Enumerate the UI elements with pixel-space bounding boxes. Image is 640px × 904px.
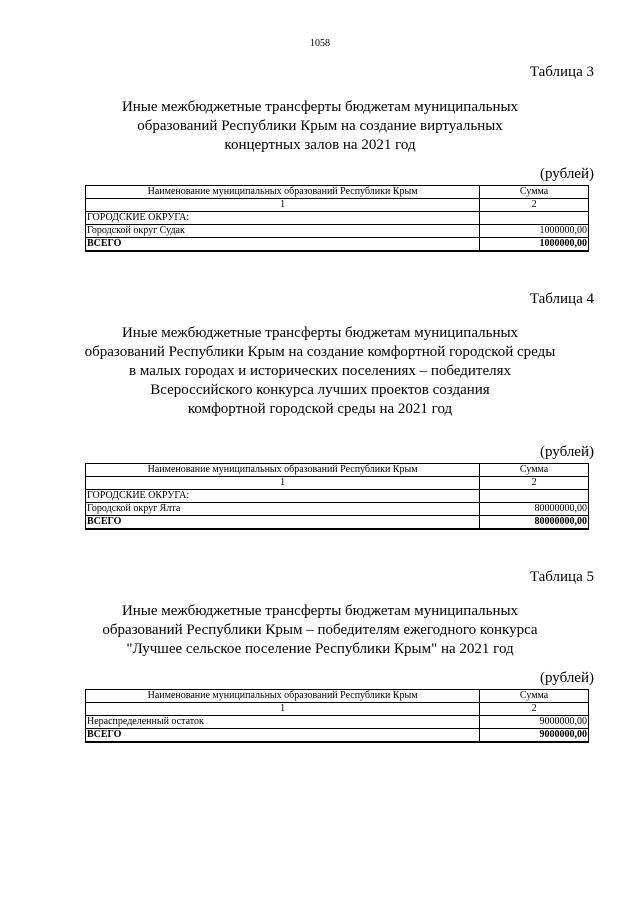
table-header-row bbox=[86, 464, 589, 477]
total-row bbox=[86, 238, 589, 252]
row-sum bbox=[480, 490, 589, 503]
title-line: "Лучшее сельское поселение Республики Крым" на 2021 год bbox=[126, 641, 514, 657]
page-number: 1058 bbox=[310, 38, 330, 49]
total-sum: 80000000,00 bbox=[480, 516, 589, 530]
title-line: в малых городах и исторических поселениях – победителях bbox=[128, 363, 512, 379]
table-3-label: Таблица 3 bbox=[529, 64, 594, 80]
header-sum: Сумма bbox=[480, 186, 589, 199]
table-row bbox=[86, 225, 589, 238]
row-name: Городской округ Ялта bbox=[86, 503, 480, 516]
row-sum: 9000000,00 bbox=[480, 716, 589, 729]
table-row bbox=[86, 212, 589, 225]
table-row bbox=[86, 503, 589, 516]
row-name: Городской округ Судак bbox=[86, 225, 480, 238]
title-line: Всероссийского конкурса лучших проектов создания bbox=[150, 382, 490, 398]
table-row bbox=[86, 490, 589, 503]
table-header-row bbox=[86, 186, 589, 199]
column-number: 2 bbox=[480, 199, 589, 212]
total-sum: 9000000,00 bbox=[480, 729, 589, 743]
header-sum: Сумма bbox=[480, 690, 589, 703]
total-name: ВСЕГО bbox=[86, 516, 480, 530]
table-4-label: Таблица 4 bbox=[529, 291, 594, 307]
row-name: Нераспределенный остаток bbox=[86, 716, 480, 729]
column-number-row bbox=[86, 703, 589, 716]
column-number: 1 bbox=[86, 477, 480, 490]
table-4-title bbox=[60, 324, 580, 419]
table-4 bbox=[85, 463, 589, 530]
row-name: ГОРОДСКИЕ ОКРУГА: bbox=[86, 490, 480, 503]
title-line: концертных залов на 2021 год bbox=[224, 137, 416, 153]
table-4-units: (рублей) bbox=[539, 444, 594, 460]
column-number: 1 bbox=[86, 199, 480, 212]
column-number: 1 bbox=[86, 703, 480, 716]
total-row bbox=[86, 516, 589, 530]
table-5 bbox=[85, 689, 589, 743]
title-line: Иные межбюджетные трансферты бюджетам муниципальных bbox=[121, 99, 519, 115]
row-sum: 80000000,00 bbox=[480, 503, 589, 516]
title-line: образований Республики Крым – победителям ежегодного конкурса bbox=[102, 622, 538, 638]
title-line: Иные межбюджетные трансферты бюджетам муниципальных bbox=[121, 603, 519, 619]
total-sum: 1000000,00 bbox=[480, 238, 589, 252]
table-5-title bbox=[60, 602, 580, 659]
column-number: 2 bbox=[480, 703, 589, 716]
title-line: Иные межбюджетные трансферты бюджетам муниципальных bbox=[121, 325, 519, 341]
total-name: ВСЕГО bbox=[86, 238, 480, 252]
title-line: комфортной городской среды на 2021 год bbox=[187, 401, 453, 417]
row-sum: 1000000,00 bbox=[480, 225, 589, 238]
table-5-units: (рублей) bbox=[539, 670, 594, 686]
header-sum: Сумма bbox=[480, 464, 589, 477]
column-number-row bbox=[86, 477, 589, 490]
table-row bbox=[86, 716, 589, 729]
table-3 bbox=[85, 185, 589, 252]
total-name: ВСЕГО bbox=[86, 729, 480, 743]
total-row bbox=[86, 729, 589, 743]
column-number-row bbox=[86, 199, 589, 212]
row-sum bbox=[480, 212, 589, 225]
title-line: образований Республики Крым на создание комфортной городской среды bbox=[84, 344, 556, 360]
table-header-row bbox=[86, 690, 589, 703]
table-5-label: Таблица 5 bbox=[529, 569, 594, 585]
header-name: Наименование муниципальных образований Республики Крым bbox=[86, 186, 480, 199]
header-name: Наименование муниципальных образований Республики Крым bbox=[86, 464, 480, 477]
column-number: 2 bbox=[480, 477, 589, 490]
header-name: Наименование муниципальных образований Республики Крым bbox=[86, 690, 480, 703]
table-3-units: (рублей) bbox=[539, 166, 594, 182]
table-3-title bbox=[60, 98, 580, 155]
row-name: ГОРОДСКИЕ ОКРУГА: bbox=[86, 212, 480, 225]
title-line: образований Республики Крым на создание виртуальных bbox=[137, 118, 503, 134]
